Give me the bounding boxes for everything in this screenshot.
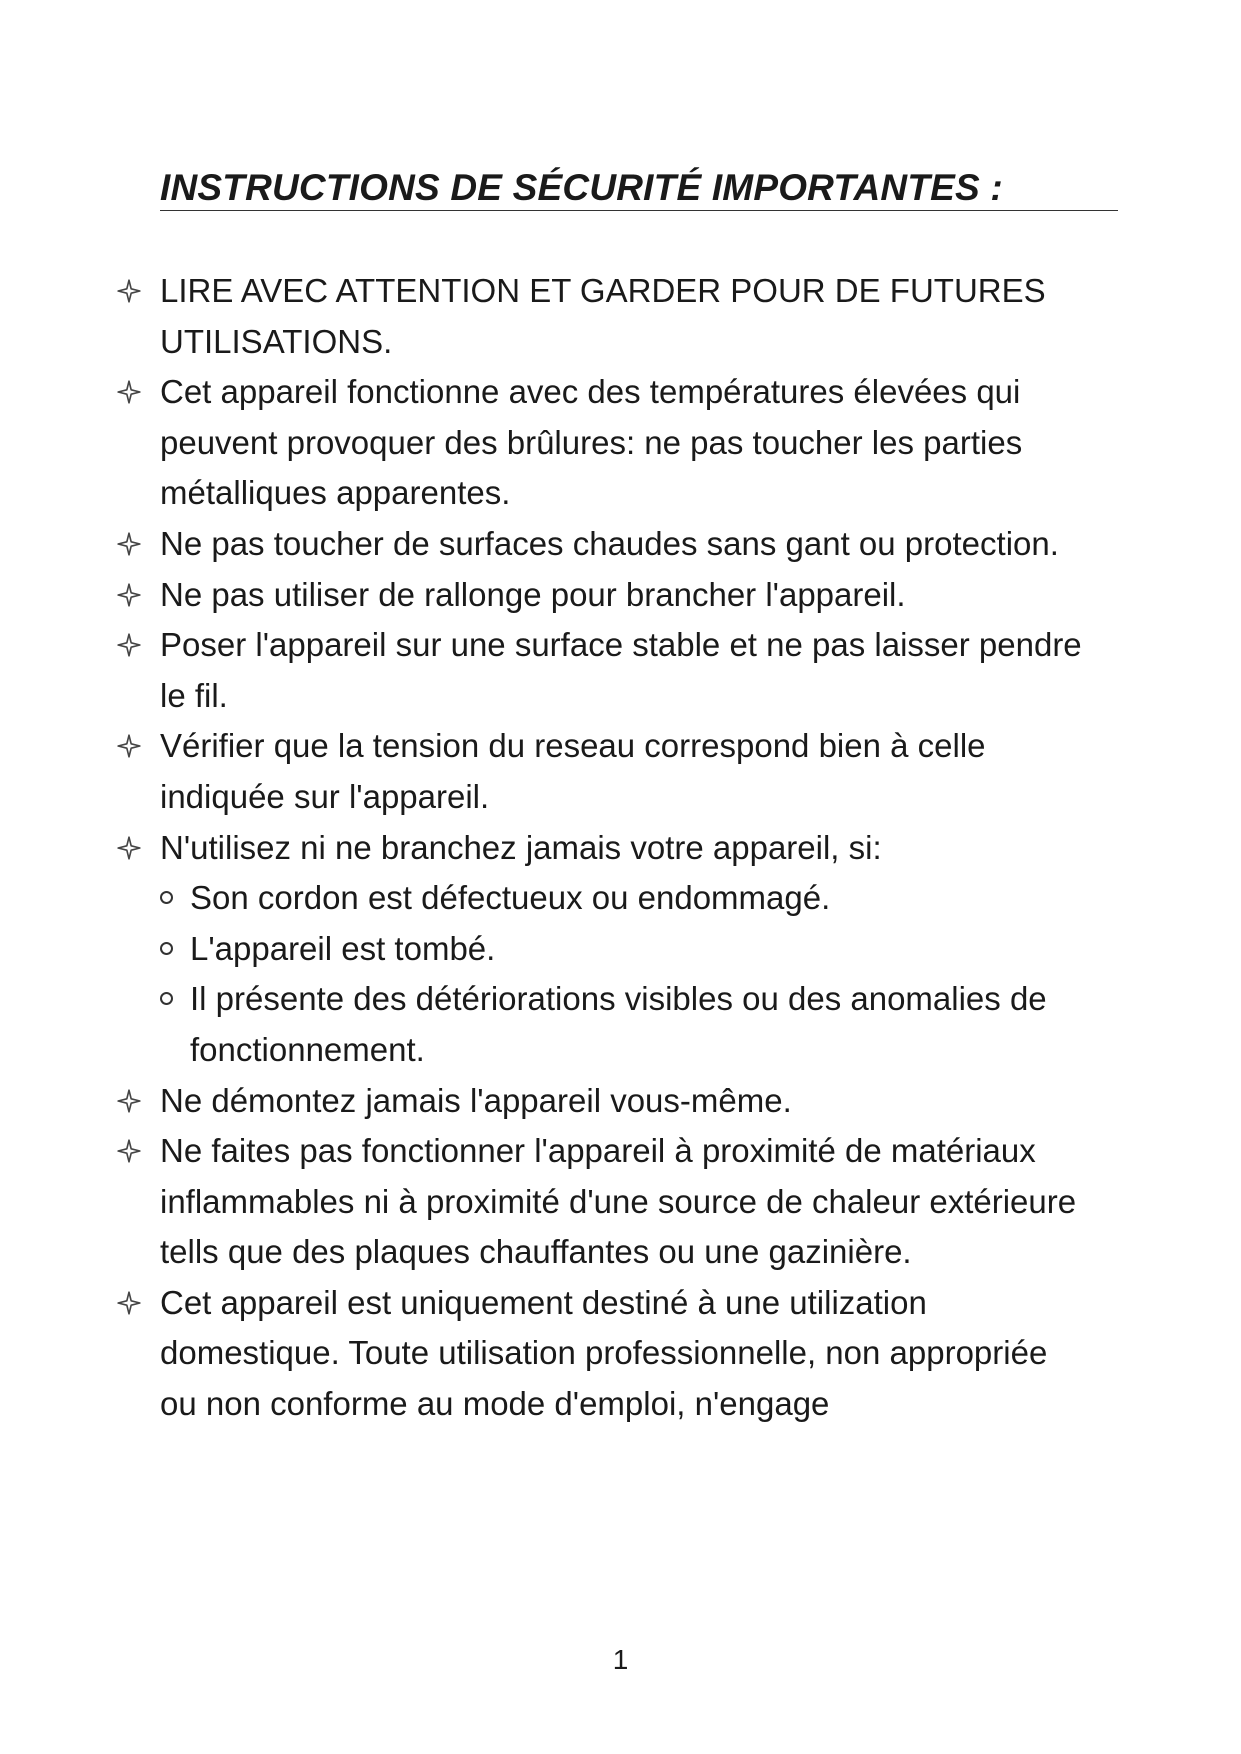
sub-list-item [160,873,1090,924]
sub-list-item-text: L'appareil est tombé. [190,929,496,967]
star-bullet-icon [114,266,144,316]
list-item-text: Poser l'appareil sur une surface stable et ne pas laisser pendre le fil. [160,626,1082,714]
list-item [0,620,1090,721]
list-item [0,519,1090,570]
star-bullet-icon [114,367,144,417]
list-item-text: Vérifier que la tension du reseau correspond bien à celle indiquée sur l'appareil. [160,727,986,815]
sub-list-item-text: Son cordon est défectueux ou endommagé. [190,879,831,917]
page-number: 1 [612,1644,629,1675]
circle-bullet-icon [160,891,173,904]
star-bullet-icon [114,519,144,569]
sub-list [160,873,1090,1075]
list-item-text: Ne démontez jamais l'appareil vous-même. [160,1081,792,1119]
circle-bullet-icon [160,942,173,955]
list-item [0,1278,1090,1430]
list-item [0,367,1090,519]
star-bullet-icon [114,1126,144,1176]
page-title: INSTRUCTIONS DE SÉCURITÉ IMPORTANTES : [160,166,1118,211]
circle-bullet-icon [160,992,173,1005]
list-item [0,721,1090,822]
list-item [0,1076,1090,1127]
list-item-text: Ne faites pas fonctionner l'appareil à proximité de matériaux inflammables ni à proximité d'une source de chaleur extérieure tells que des plaques chauffantes ou une gazinière. [160,1132,1077,1271]
star-bullet-icon [114,620,144,670]
star-bullet-icon [114,570,144,620]
star-bullet-icon [114,823,144,873]
list-item-text: LIRE AVEC ATTENTION ET GARDER POUR DE FUTURES UTILISATIONS. [160,272,1046,360]
star-bullet-icon [114,1278,144,1328]
sub-list-item-text: Il présente des détériorations visibles ou des anomalies de fonctionnement. [190,980,1047,1068]
list-item-text: Cet appareil fonctionne avec des températures élevées qui peuvent provoquer des brûlures: ne pas toucher les parties métalliques apparentes. [160,373,1023,512]
list-item [0,823,1090,1076]
list-item-text: Ne pas utiliser de rallonge pour brancher l'appareil. [160,575,906,613]
sub-list-item [160,924,1090,975]
safety-instructions-list [0,266,1241,1430]
list-item [0,266,1090,367]
list-item-text: Ne pas toucher de surfaces chaudes sans gant ou protection. [160,524,1059,562]
star-bullet-icon [114,1076,144,1126]
star-bullet-icon [114,721,144,771]
list-item [0,1126,1090,1278]
list-item [0,570,1090,621]
list-item-text: Cet appareil est uniquement destiné à une utilization domestique. Toute utilisation professionnelle, non appropriée ou non conforme au mode d'emploi, n'engage [160,1283,1048,1423]
sub-list-item [160,974,1090,1075]
list-item-text: N'utilisez ni ne branchez jamais votre appareil, si: [160,828,882,866]
